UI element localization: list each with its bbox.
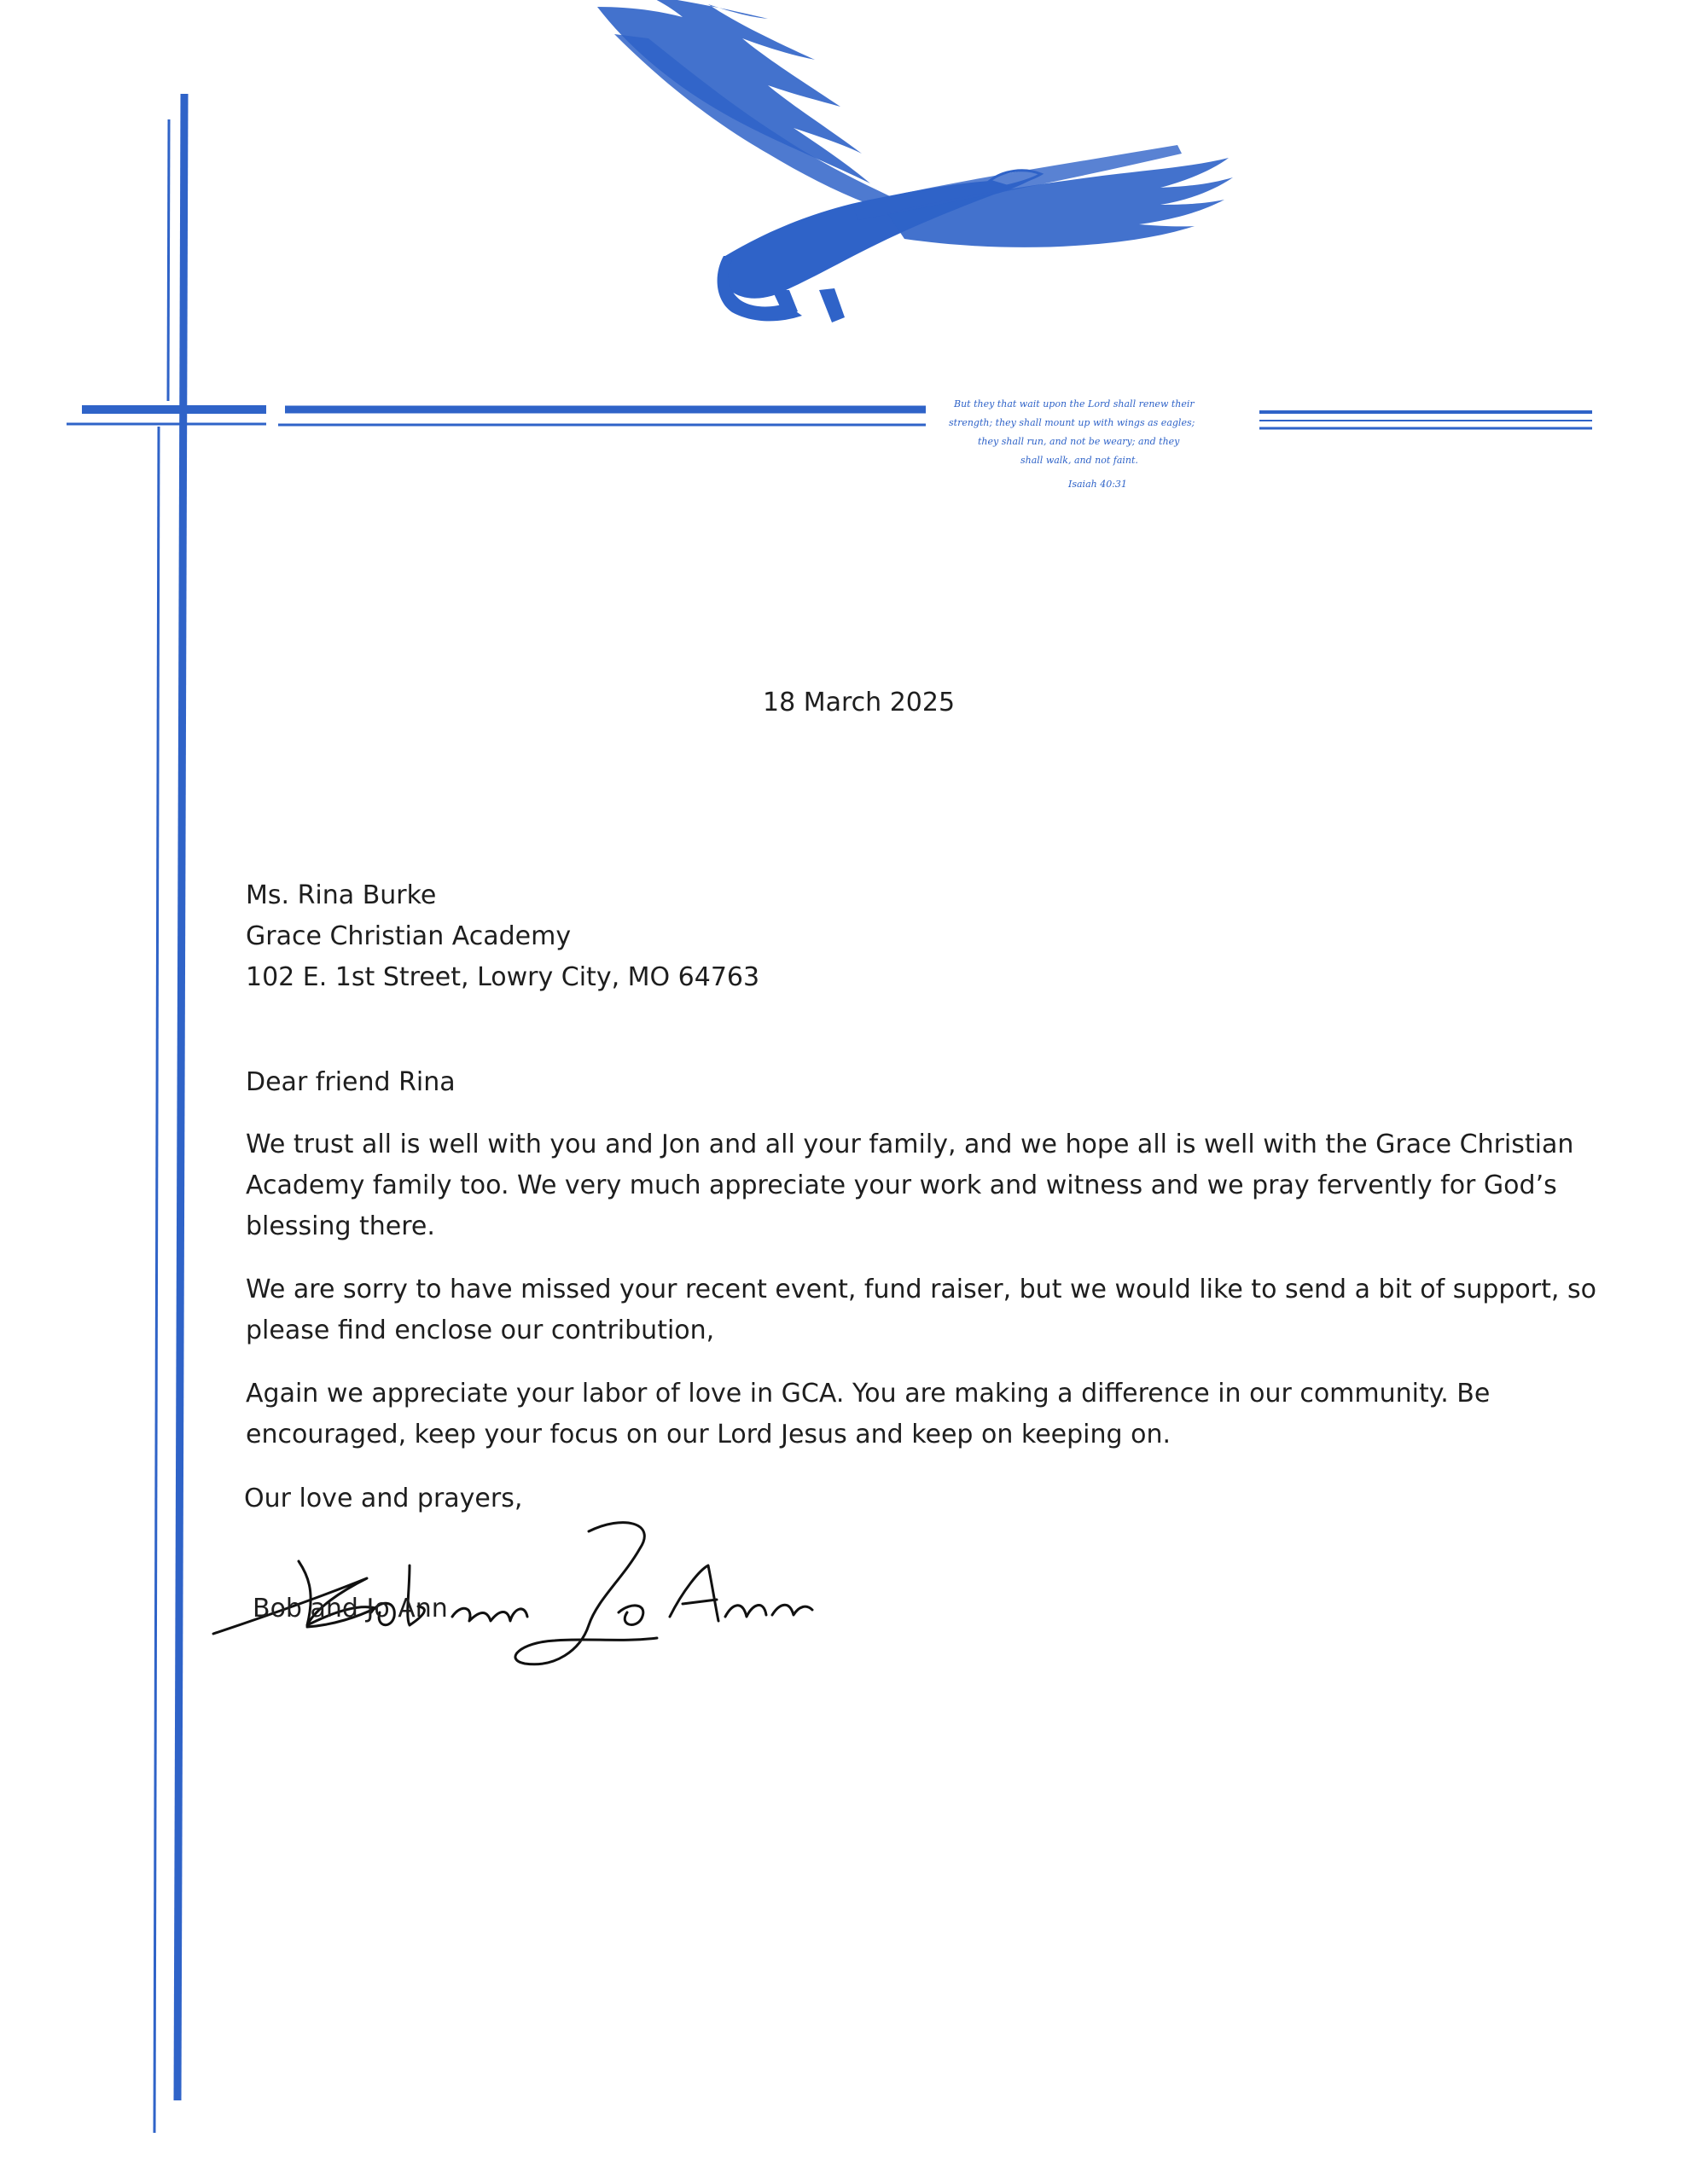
verse-line: strength; they shall mount up with wings as eagles; — [949, 417, 1195, 428]
signature-name: Bob and Jo Ann — [253, 1594, 448, 1623]
recipient-block — [246, 875, 759, 998]
recipient-name: Ms. Rina Burke — [246, 880, 437, 910]
verse-line: they shall run, and not be weary; and they — [978, 436, 1180, 447]
verse — [949, 398, 1195, 490]
salutation: Dear friend Rina — [246, 1067, 456, 1097]
signature — [196, 1497, 862, 1676]
verse-line: Isaiah 40:31 — [1068, 479, 1127, 490]
recipient-address: 102 E. 1st Street, Lowry City, MO 64763 — [246, 962, 760, 992]
closing: Our love and prayers, — [244, 1484, 523, 1513]
verse-line: But they that wait upon the Lord shall renew their — [954, 398, 1195, 410]
letter-date: 18 March 2025 — [763, 688, 956, 717]
body-paragraph: Again we appreciate your labor of love in GCA. You are making a difference in our community. Be encouraged, keep your focus on our Lord Jesus and keep on keeping on. — [246, 1379, 1491, 1449]
recipient-organization: Grace Christian Academy — [246, 921, 572, 951]
body-paragraph: We trust all is well with you and Jon and all your family, and we hope all is well with the Grace Christian Academy family too. We very much appreciate your work and witness and we pray fervently for God’s blessing there. — [246, 1130, 1574, 1241]
verse-line: shall walk, and not faint. — [1020, 455, 1138, 466]
eagle-icon — [597, 0, 1233, 322]
cross-emblem — [67, 94, 1592, 2133]
body-paragraph: We are sorry to have missed your recent event, fund raiser, but we would like to send a bit of support, so please find enclose our contribution, — [246, 1275, 1596, 1345]
